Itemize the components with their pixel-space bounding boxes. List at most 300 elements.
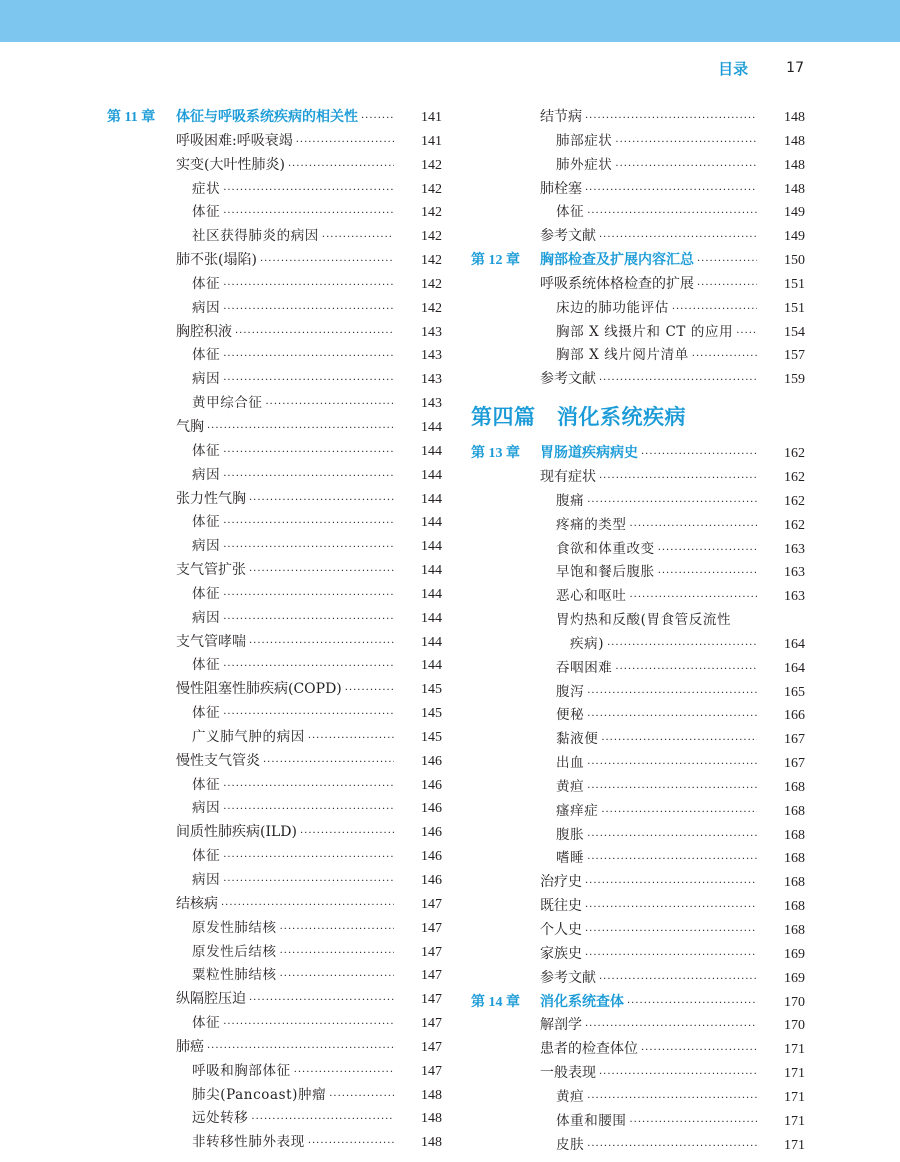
toc-section-entry[interactable] [107, 154, 442, 178]
toc-entry-title: 胸腔积液 [176, 323, 232, 340]
page-number: 147 [421, 992, 442, 1008]
toc-entry-text [556, 728, 759, 753]
page-number: 146 [421, 753, 442, 769]
toc-entry-title: 治疗史 [540, 874, 582, 891]
part-heading [471, 392, 805, 442]
toc-section-entry[interactable] [471, 466, 805, 490]
toc-entry-title: 既往史 [540, 898, 582, 915]
toc-section-entry[interactable] [107, 893, 442, 917]
toc-subsection-entry[interactable] [107, 464, 442, 488]
toc-entry-title: 病因 [192, 466, 221, 483]
toc-subsection-entry[interactable] [107, 440, 442, 464]
toc-section-entry[interactable] [471, 368, 805, 392]
toc-subsection-entry[interactable] [471, 1086, 805, 1110]
page-number: 146 [421, 777, 442, 793]
toc-subsection-entry[interactable] [107, 1060, 442, 1084]
header-page-number: 17 [786, 60, 804, 76]
page-number: 147 [421, 1039, 442, 1055]
page-number: 162 [784, 469, 805, 485]
toc-subsection-entry[interactable] [471, 728, 805, 752]
toc-subsection-entry[interactable] [471, 681, 805, 705]
page-number: 144 [421, 610, 442, 626]
header-title: 目录 [718, 59, 749, 78]
toc-entry-title: 支气管哮喘 [176, 633, 246, 650]
toc-entry-title: 肺栓塞 [540, 180, 582, 197]
toc-section-entry[interactable] [471, 919, 805, 943]
dot-leader [249, 488, 394, 513]
toc-subsection-entry[interactable] [107, 1107, 442, 1131]
toc-subsection-entry[interactable] [471, 824, 805, 848]
toc-subsection-entry[interactable] [107, 225, 442, 249]
toc-entry-text [556, 344, 759, 369]
toc-entry-title: 腹痛 [556, 492, 585, 509]
toc-entry-text [176, 154, 396, 179]
page-number: 170 [784, 1018, 805, 1034]
page-number: 147 [421, 920, 442, 936]
toc-section-entry[interactable] [471, 1038, 805, 1062]
toc-section-entry[interactable] [471, 178, 805, 202]
toc-entry-text [556, 609, 805, 633]
toc-subsection-entry[interactable] [471, 1110, 805, 1134]
page-number: 143 [421, 324, 442, 340]
toc-subsection-entry[interactable] [107, 941, 442, 965]
toc-section-entry[interactable] [107, 488, 442, 512]
toc-section-entry[interactable] [471, 273, 805, 297]
dot-leader [249, 559, 394, 584]
dot-leader [587, 1086, 757, 1111]
toc-entry-title: 参考文献 [540, 228, 596, 245]
chapter-label: 第 11 章 [107, 110, 156, 125]
toc-section-entry[interactable] [471, 943, 805, 967]
toc-entry-text [107, 106, 396, 131]
toc-chapter-entry[interactable] [471, 249, 805, 273]
dot-leader [658, 538, 757, 563]
toc-entry-title: 患者的检查体位 [540, 1041, 638, 1058]
dot-leader [587, 201, 757, 226]
dot-leader [585, 871, 757, 896]
dot-leader [672, 297, 757, 322]
dot-leader [223, 297, 394, 322]
dot-leader [223, 607, 394, 632]
toc-entry-title: 腹胀 [556, 826, 585, 843]
toc-entry-text [192, 535, 396, 560]
toc-entry-text [192, 726, 396, 751]
toc-entry-title: 纵隔腔压迫 [176, 991, 246, 1008]
toc-subsection-entry[interactable] [471, 321, 805, 345]
page-number: 164 [784, 660, 805, 676]
toc-subsection-entry[interactable] [107, 368, 442, 392]
toc-subsection-entry[interactable] [471, 561, 805, 585]
dot-leader [249, 988, 394, 1013]
dot-leader [361, 106, 394, 131]
toc-section-entry[interactable] [471, 225, 805, 249]
toc-entry-text [540, 273, 759, 298]
toc-subsection-entry[interactable] [107, 178, 442, 202]
toc-subsection-entry[interactable] [107, 797, 442, 821]
toc-entry-text [192, 178, 396, 203]
toc-entry-title: 体征 [192, 776, 221, 793]
toc-entry-title: 吞咽困难 [556, 659, 613, 676]
dot-leader [585, 106, 757, 131]
page-number: 151 [784, 300, 805, 316]
toc-subsection-entry[interactable] [471, 704, 805, 728]
dot-leader [223, 440, 394, 465]
toc-entry-text [540, 943, 759, 968]
dot-leader [599, 466, 757, 491]
toc-subsection-entry[interactable] [107, 726, 442, 750]
page-number: 142 [421, 300, 442, 316]
page-number: 144 [421, 491, 442, 507]
toc-entry-title: 消化系统查体 [540, 993, 624, 1010]
page-number: 142 [421, 205, 442, 221]
toc-entry-text [192, 964, 396, 989]
page-number: 142 [421, 229, 442, 245]
chapter-label: 第 14 章 [471, 994, 520, 1010]
dot-leader [300, 821, 394, 846]
page-number: 142 [421, 276, 442, 292]
toc-entry-text [192, 368, 396, 393]
page-number: 144 [421, 467, 442, 483]
toc-subsection-entry[interactable] [107, 583, 442, 607]
toc-entry-title: 慢性阻塞性肺疾病(COPD) [176, 681, 342, 698]
dot-leader [585, 1014, 757, 1039]
toc-subsection-entry[interactable] [107, 1131, 442, 1155]
toc-subsection-entry[interactable] [107, 607, 442, 631]
dot-leader [223, 845, 394, 870]
toc-entry-text [556, 154, 759, 179]
toc-entry-text [192, 941, 396, 966]
toc-entry-text [192, 583, 396, 608]
dot-leader [308, 726, 394, 751]
dot-leader [223, 273, 394, 298]
toc-entry-title: 呼吸困难:呼吸衰竭 [176, 132, 293, 149]
dot-leader [223, 464, 394, 489]
toc-chapter-entry[interactable] [471, 442, 805, 466]
toc-entry-title: 黏液便 [556, 731, 599, 748]
dot-leader [223, 654, 394, 679]
toc-entry-title: 黄甲综合征 [192, 395, 263, 412]
toc-subsection-entry[interactable] [471, 585, 805, 609]
toc-entry-title: 皮肤 [556, 1136, 585, 1153]
dot-leader [587, 681, 757, 706]
page-number: 171 [784, 1042, 805, 1058]
dot-leader [223, 511, 394, 536]
toc-entry-title: 原发性肺结核 [192, 919, 277, 936]
toc-entry-text [192, 273, 396, 298]
toc-section-entry[interactable] [471, 895, 805, 919]
toc-entry-title: 食欲和体重改变 [556, 540, 655, 557]
dot-leader [601, 800, 757, 825]
toc-entry-text [176, 249, 396, 274]
page-number: 146 [421, 825, 442, 841]
toc-subsection-entry[interactable] [471, 154, 805, 178]
toc-section-entry[interactable] [107, 1036, 442, 1060]
part-title: 第四篇 消化系统疾病 [471, 405, 686, 430]
dot-leader [587, 847, 757, 872]
toc-chapter-entry[interactable] [471, 991, 805, 1015]
toc-entry-title: 出血 [556, 755, 585, 772]
toc-subsection-entry[interactable] [107, 654, 442, 678]
page-number: 142 [421, 253, 442, 269]
toc-entry-text [540, 1038, 759, 1063]
page-number: 157 [784, 348, 805, 364]
page-number: 159 [784, 372, 805, 388]
toc-section-entry[interactable] [107, 821, 442, 845]
dot-leader [599, 1062, 757, 1087]
dot-leader [601, 728, 757, 753]
toc-section-entry[interactable] [107, 631, 442, 655]
toc-section-entry[interactable] [107, 321, 442, 345]
toc-subsection-entry[interactable] [107, 1012, 442, 1036]
toc-subsection-entry[interactable] [107, 273, 442, 297]
top-color-band [0, 0, 900, 42]
toc-entry-text [192, 464, 396, 489]
dot-leader [630, 1110, 758, 1135]
toc-entry-text [176, 321, 396, 346]
toc-entry-text [556, 490, 759, 515]
page-number: 171 [784, 1113, 805, 1129]
page-number: 169 [784, 970, 805, 986]
toc-entry-title: 呼吸系统体格检查的扩展 [540, 275, 694, 292]
dot-leader [345, 678, 394, 703]
toc-entry-title: 体征 [192, 514, 221, 531]
toc-section-entry[interactable] [471, 871, 805, 895]
dot-leader [223, 702, 394, 727]
toc-entry-title: 原发性后结核 [192, 943, 277, 960]
page-number: 147 [421, 944, 442, 960]
toc-entry-title: 病因 [192, 800, 221, 817]
toc-section-entry[interactable] [107, 249, 442, 273]
page-number: 163 [784, 589, 805, 605]
dot-leader [329, 1084, 394, 1109]
dot-leader [599, 967, 757, 992]
dot-leader [587, 490, 757, 515]
toc-subsection-entry[interactable] [471, 752, 805, 776]
page-number: 144 [421, 658, 442, 674]
toc-subsection-entry[interactable] [107, 964, 442, 988]
toc-entry-text [192, 1060, 396, 1085]
toc-entry-title: 胃灼热和反酸(胃食管反流性 [556, 612, 732, 629]
toc-entry-text [556, 800, 759, 825]
toc-entry-text [176, 893, 396, 918]
toc-chapter-entry[interactable] [107, 106, 442, 130]
toc-entry-title: 胃肠道疾病病史 [540, 445, 638, 462]
dot-leader [223, 583, 394, 608]
toc-entry-title: 症状 [192, 180, 221, 197]
page-number: 162 [784, 517, 805, 533]
toc-entry-text [176, 631, 396, 656]
page-number: 167 [784, 756, 805, 772]
toc-subsection-entry[interactable] [107, 297, 442, 321]
toc-entry-title: 疾病) [570, 635, 605, 652]
dot-leader [251, 1107, 394, 1132]
toc-subsection-entry[interactable] [107, 511, 442, 535]
toc-entry-text [540, 967, 759, 992]
dot-leader [223, 869, 394, 894]
page-number: 148 [421, 1111, 442, 1127]
page-number: 164 [784, 636, 805, 652]
toc-entry-text [471, 991, 759, 1016]
toc-entry-title: 病因 [192, 538, 221, 555]
page-number: 144 [421, 586, 442, 602]
page-number: 148 [784, 133, 805, 149]
toc-column-right [471, 106, 805, 1157]
dot-leader [280, 917, 394, 942]
page-number: 168 [784, 851, 805, 867]
toc-entry-title: 体征 [192, 347, 221, 364]
toc-section-entry[interactable] [471, 1062, 805, 1086]
toc-subsection-entry[interactable] [107, 917, 442, 941]
page-number: 151 [784, 276, 805, 292]
toc-entry-title: 体征 [192, 1015, 221, 1032]
dot-leader [599, 368, 757, 393]
toc-entry-title: 肺部症状 [556, 132, 613, 149]
toc-subsection-entry[interactable] [107, 869, 442, 893]
toc-entry-text [540, 466, 759, 491]
toc-subsection-entry[interactable] [471, 514, 805, 538]
toc-entry-text [540, 368, 759, 393]
dot-leader [585, 919, 757, 944]
toc-subsection-entry[interactable] [471, 201, 805, 225]
toc-entry-title: 瘙痒症 [556, 802, 599, 819]
toc-subsection-entry[interactable] [471, 800, 805, 824]
toc-section-entry[interactable] [471, 967, 805, 991]
toc-subsection-entry[interactable] [471, 490, 805, 514]
toc-subsection-entry[interactable] [471, 538, 805, 562]
toc-entry-text [556, 776, 759, 801]
page-number: 169 [784, 946, 805, 962]
page-number: 147 [421, 968, 442, 984]
toc-entry-text [192, 774, 396, 799]
toc-entry-title: 疼痛的类型 [556, 516, 627, 533]
dot-leader [308, 1131, 394, 1156]
toc-subsection-entry[interactable] [471, 1134, 805, 1158]
toc-section-entry[interactable] [107, 130, 442, 154]
toc-section-entry[interactable] [107, 559, 442, 583]
page-number: 145 [421, 682, 442, 698]
toc-entry-text [192, 440, 396, 465]
toc-subsection-entry[interactable] [471, 130, 805, 154]
page-number: 166 [784, 708, 805, 724]
toc-subsection-entry[interactable] [107, 392, 442, 416]
toc-subsection-entry[interactable] [107, 774, 442, 798]
toc-entry-title: 家族史 [540, 945, 582, 962]
dot-leader [736, 321, 757, 346]
toc-entry-text [192, 845, 396, 870]
page-number: 163 [784, 565, 805, 581]
toc-subsection-entry[interactable] [471, 344, 805, 368]
toc-subsection-entry[interactable] [471, 609, 805, 633]
dot-leader [207, 416, 394, 441]
toc-entry-title: 个人史 [540, 922, 582, 938]
dot-leader [692, 344, 757, 369]
page-number: 167 [784, 732, 805, 748]
toc-entry-title: 胸部检查及扩展内容汇总 [540, 252, 694, 269]
page-number: 150 [784, 253, 805, 269]
toc-entry-title: 非转移性肺外表现 [192, 1134, 305, 1151]
toc-entry-title: 腹泻 [556, 683, 585, 700]
dot-leader [627, 991, 757, 1016]
toc-subsection-entry[interactable] [107, 1084, 442, 1108]
page-number: 168 [784, 779, 805, 795]
toc-entry-text [192, 297, 396, 322]
toc-entry-text [176, 988, 396, 1013]
toc-entry-title: 黄疸 [556, 778, 585, 795]
toc-section-entry[interactable] [471, 106, 805, 130]
toc-subsection-entry[interactable] [107, 201, 442, 225]
page-number: 154 [784, 324, 805, 340]
toc-subsection-entry[interactable] [107, 344, 442, 368]
toc-entry-text [540, 919, 759, 944]
toc-entry-title: 远处转移 [192, 1110, 249, 1127]
toc-section-entry[interactable] [107, 678, 442, 702]
dot-leader [615, 130, 757, 155]
toc-subsection-continuation[interactable] [471, 633, 805, 657]
toc-entry-title: 病因 [192, 299, 221, 316]
toc-subsection-entry[interactable] [471, 657, 805, 681]
toc-subsection-entry[interactable] [471, 297, 805, 321]
running-header [718, 58, 804, 78]
toc-entry-title: 结节病 [540, 109, 582, 125]
page-number: 171 [784, 1089, 805, 1105]
toc-entry-title: 胸部 X 线摄片和 CT 的应用 [556, 323, 734, 340]
toc-subsection-entry[interactable] [471, 776, 805, 800]
toc-entry-text [556, 657, 759, 682]
page-number: 147 [421, 1063, 442, 1079]
toc-entry-title: 体征 [192, 657, 221, 674]
toc-subsection-entry[interactable] [471, 847, 805, 871]
page-number: 168 [784, 875, 805, 891]
toc-section-entry[interactable] [107, 988, 442, 1012]
toc-entry-title: 慢性支气管炎 [176, 752, 260, 769]
dot-leader [294, 1060, 394, 1085]
toc-entry-title: 一般表现 [540, 1065, 596, 1082]
page-number: 149 [784, 229, 805, 245]
page-number: 144 [421, 419, 442, 435]
toc-subsection-entry[interactable] [107, 702, 442, 726]
dot-leader [587, 704, 757, 729]
page-number: 168 [784, 803, 805, 819]
toc-entry-title: 张力性气胸 [176, 490, 246, 507]
toc-entry-title: 病因 [192, 609, 221, 626]
dot-leader [235, 321, 394, 346]
dot-leader [641, 1038, 757, 1063]
toc-subsection-entry[interactable] [107, 535, 442, 559]
page-number: 144 [421, 443, 442, 459]
toc-entry-title: 体征 [192, 204, 221, 221]
dot-leader [249, 631, 394, 656]
page-number: 145 [421, 729, 442, 745]
toc-section-entry[interactable] [107, 750, 442, 774]
toc-entry-text [471, 249, 759, 274]
toc-entry-text [192, 797, 396, 822]
toc-entry-title: 体征 [192, 848, 221, 865]
page-number: 141 [421, 133, 442, 149]
toc-section-entry[interactable] [471, 1014, 805, 1038]
dot-leader [697, 273, 757, 298]
toc-entry-text [556, 585, 759, 610]
toc-entry-text [176, 416, 396, 441]
toc-entry-title: 体征 [556, 204, 585, 221]
page-number: 165 [784, 684, 805, 700]
toc-entry-title: 支气管扩张 [176, 562, 246, 579]
toc-subsection-entry[interactable] [107, 845, 442, 869]
toc-entry-text [192, 511, 396, 536]
page-number: 141 [421, 110, 442, 125]
dot-leader [615, 657, 757, 682]
toc-entry-title: 体征 [192, 705, 221, 722]
toc-section-entry[interactable] [107, 416, 442, 440]
